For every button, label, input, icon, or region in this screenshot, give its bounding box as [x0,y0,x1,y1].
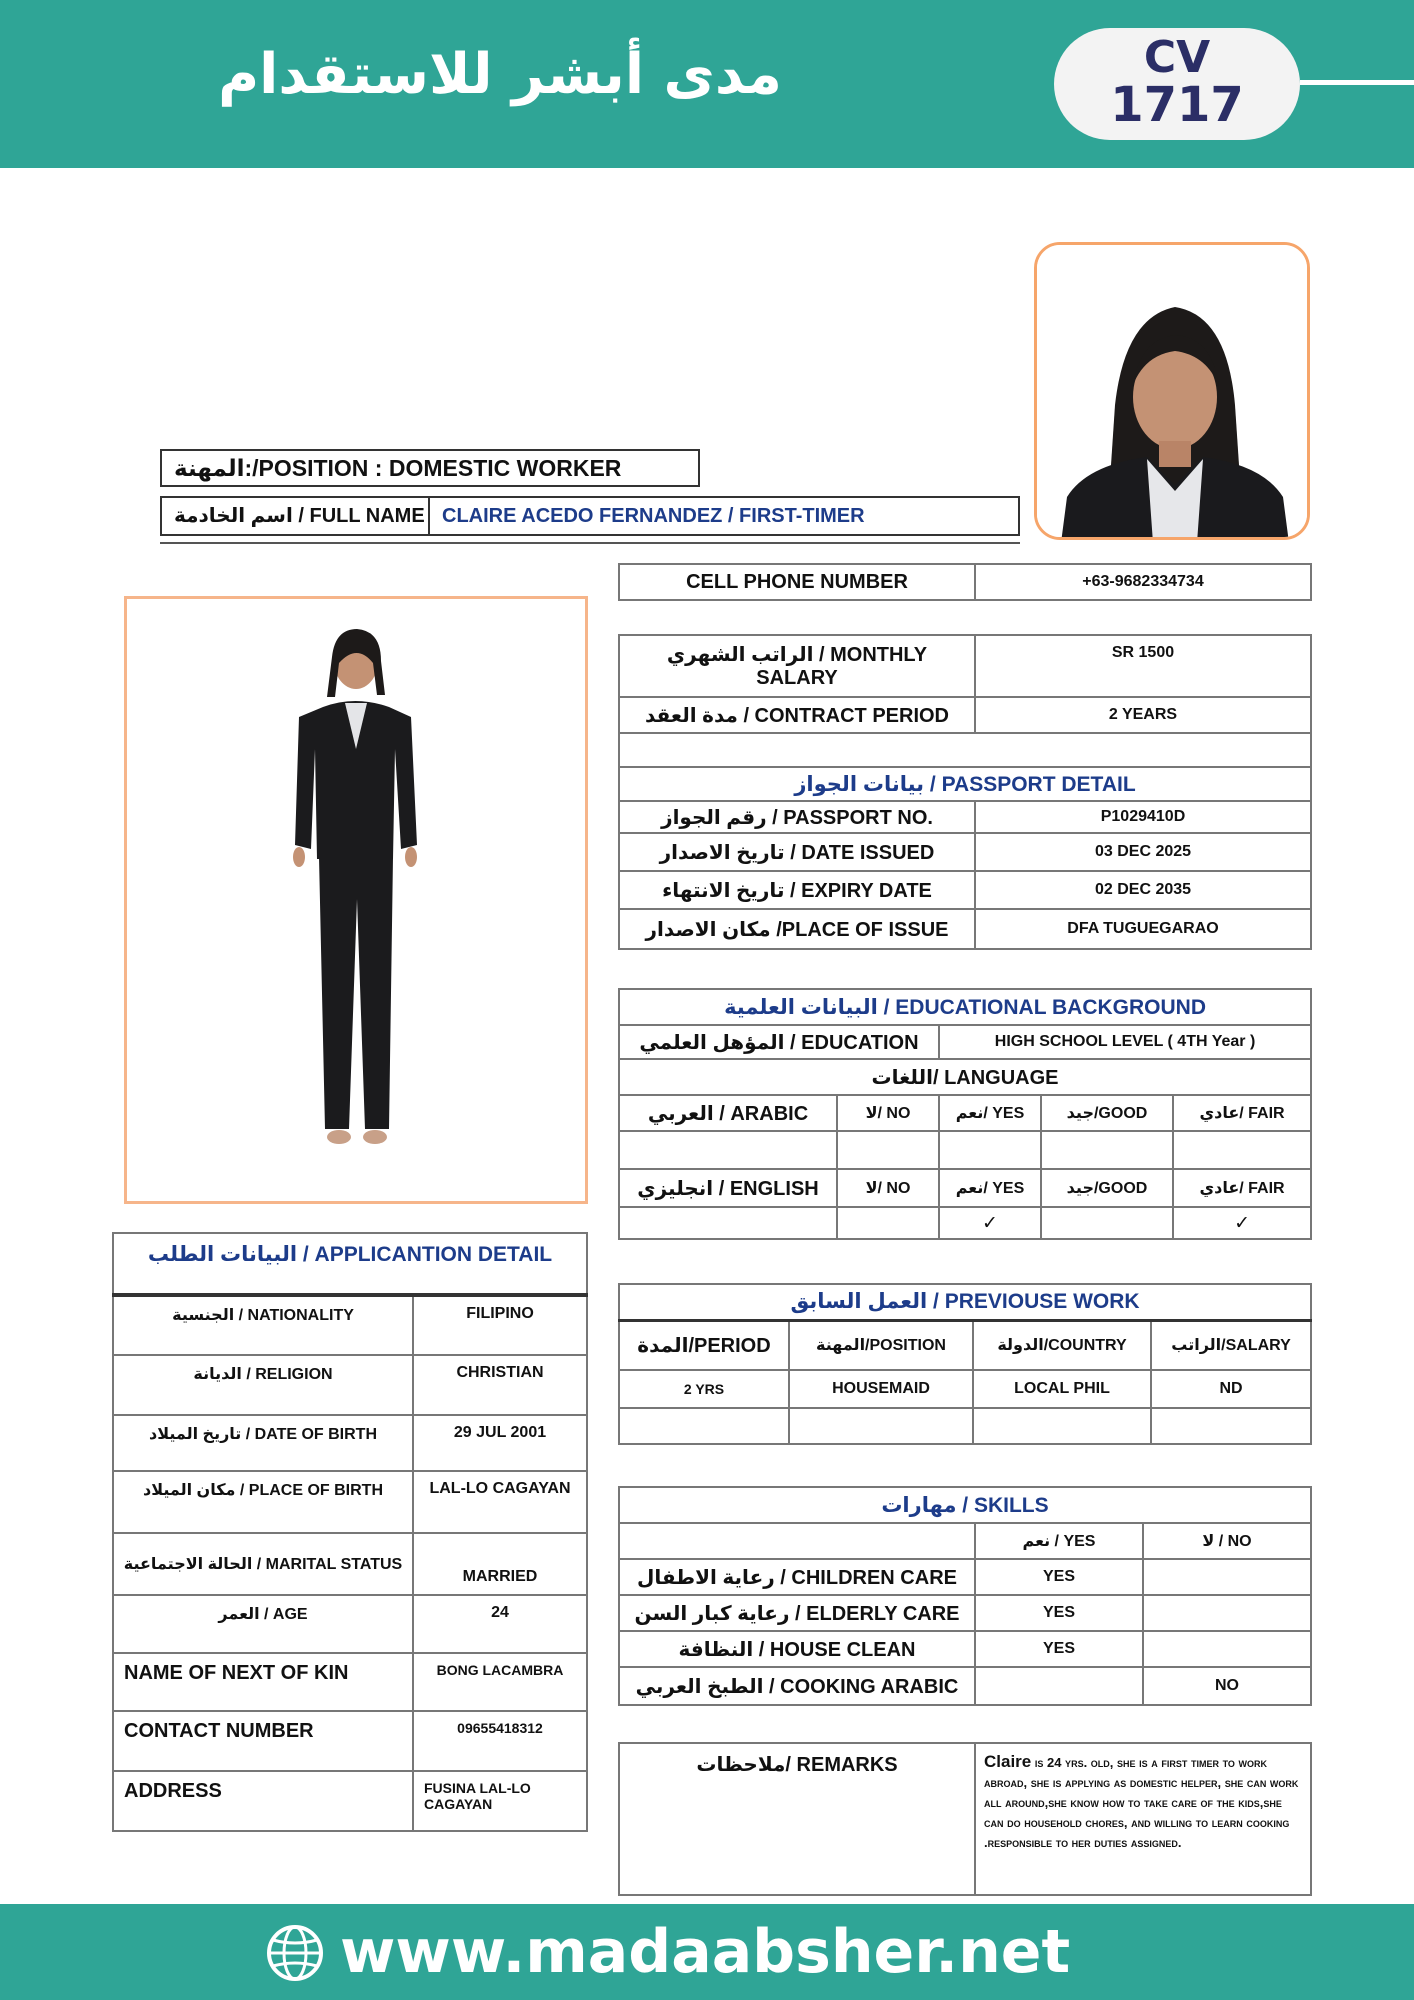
arabic-yes: نعم/ YES [939,1095,1041,1131]
pob-label: مكان الميلاد / PLACE OF BIRTH [113,1471,413,1533]
expiry-date-value: 02 DEC 2035 [975,871,1311,909]
language-title: اللغات/ LANGUAGE [619,1059,1311,1095]
contract-period-label: مدة العقد / CONTRACT PERIOD [619,697,975,733]
marital-status-value: MARRIED [413,1533,587,1595]
english-yes: نعم/ YES [939,1169,1041,1207]
spacer-row [619,733,1311,767]
skill-children-care-yes: YES [975,1559,1143,1595]
work-empty [789,1408,973,1444]
age-value: 24 [413,1595,587,1653]
contract-passport-table [618,634,1312,950]
application-title: البيانات الطلب / APPLICANTION DETAIL [113,1233,587,1295]
age-label: العمر / AGE [113,1595,413,1653]
cv-badge [1054,28,1300,140]
header-banner [0,0,1414,168]
cell-phone-table [618,563,1312,601]
work-header-period: المدة/PERIOD [619,1320,789,1370]
contract-period-value: 2 YEARS [975,697,1311,733]
name-divider [160,542,1020,544]
english-good: جيد/GOOD [1041,1169,1173,1207]
arabic-no: لا/ NO [837,1095,939,1131]
arabic-mark-no [837,1131,939,1169]
skills-no-header: لا / NO [1143,1523,1311,1559]
next-of-kin-label: NAME OF NEXT OF KIN [113,1653,413,1711]
work-header-country: الدولة/COUNTRY [973,1320,1151,1370]
pob-value: LAL-LO CAGAYAN [413,1471,587,1533]
agency-title: مدى أبشر للاستقدام [218,42,782,107]
english-label: انجليزي / ENGLISH [619,1169,837,1207]
footer-banner [0,1904,1414,2000]
english-mark-good [1041,1207,1173,1239]
skill-children-care: رعاية الاطفال / CHILDREN CARE [619,1559,975,1595]
work-position: HOUSEMAID [789,1370,973,1408]
arabic-mark-good [1041,1131,1173,1169]
passport-section-title: بيانات الجواز / PASSPORT DETAIL [619,767,1311,801]
next-of-kin-value: BONG LACAMBRA [413,1653,587,1711]
skill-house-clean-no [1143,1631,1311,1667]
work-header-salary: الراتب/SALARY [1151,1320,1311,1370]
arabic-mark-fair [1173,1131,1311,1169]
salary-label: الراتب الشهري / MONTHLY SALARY [619,635,975,697]
english-fair: عادي/ FAIR [1173,1169,1311,1207]
previous-work-title: العمل السابق / PREVIOUSE WORK [619,1284,1311,1320]
salary-value: SR 1500 [975,635,1311,697]
header-divider [1300,80,1414,85]
website-link[interactable]: www.madaabsher.net [340,1917,1071,1987]
dob-label: تاريخ الميلاد / DATE OF BIRTH [113,1415,413,1471]
address-value: FUSINA LAL-LO CAGAYAN [413,1771,587,1831]
english-mark-fair: ✓ [1173,1207,1311,1239]
education-value: HIGH SCHOOL LEVEL ( 4TH Year ) [939,1025,1311,1059]
arabic-mark-yes [939,1131,1041,1169]
skills-table [618,1486,1312,1706]
work-empty [619,1408,789,1444]
full-name-label: اسم الخادمة / FULL NAME [162,498,430,534]
religion-value: CHRISTIAN [413,1355,587,1415]
cv-label: CV [1143,32,1211,83]
education-section-title: البيانات العلمية / EDUCATIONAL BACKGROUND [619,989,1311,1025]
skills-header-blank [619,1523,975,1559]
position-field: المهنة:/POSITION : DOMESTIC WORKER [160,449,700,487]
arabic-fair: عادي/ FAIR [1173,1095,1311,1131]
skill-elderly-care: رعاية كبار السن / ELDERLY CARE [619,1595,975,1631]
skill-house-clean: النظافة / HOUSE CLEAN [619,1631,975,1667]
full-body-photo [124,596,588,1204]
cell-phone-value: +63-9682334734 [975,564,1311,600]
skills-yes-header: نعم / YES [975,1523,1143,1559]
passport-no-value: P1029410D [975,801,1311,833]
previous-work-table [618,1283,1312,1445]
application-table [112,1232,588,1832]
english-mark-blank [619,1207,837,1239]
remarks-name: Claire [984,1752,1032,1771]
full-name-row [160,496,1020,536]
remarks-text [975,1743,1311,1895]
education-table [618,988,1312,1240]
place-of-issue-label: مكان الاصدار /PLACE OF ISSUE [619,909,975,949]
full-name-value: CLAIRE ACEDO FERNANDEZ / FIRST-TIMER [442,505,865,527]
contact-number-label: CONTACT NUMBER [113,1711,413,1771]
religion-label: الديانة / RELIGION [113,1355,413,1415]
skill-cooking-arabic-no: NO [1143,1667,1311,1705]
marital-status-label: الحالة الاجتماعية / MARITAL STATUS [113,1533,413,1595]
date-issued-value: 03 DEC 2025 [975,833,1311,871]
skill-elderly-care-no [1143,1595,1311,1631]
headshot-photo [1034,242,1310,540]
skill-children-care-no [1143,1559,1311,1595]
skills-title: مهارات / SKILLS [619,1487,1311,1523]
skill-cooking-arabic-yes [975,1667,1143,1705]
dob-value: 29 JUL 2001 [413,1415,587,1471]
work-salary: ND [1151,1370,1311,1408]
english-mark-no [837,1207,939,1239]
work-header-position: المهنة/POSITION [789,1320,973,1370]
skill-cooking-arabic: الطبخ العربي / COOKING ARABIC [619,1667,975,1705]
place-of-issue-value: DFA TUGUEGARAO [975,909,1311,949]
skill-elderly-care-yes: YES [975,1595,1143,1631]
education-label: المؤهل العلمي / EDUCATION [619,1025,939,1059]
english-no: لا/ NO [837,1169,939,1207]
arabic-mark-blank [619,1131,837,1169]
nationality-label: الجنسية / NATIONALITY [113,1295,413,1355]
work-empty [973,1408,1151,1444]
work-empty [1151,1408,1311,1444]
work-period: 2 YRS [619,1370,789,1408]
expiry-date-label: تاريخ الانتهاء / EXPIRY DATE [619,871,975,909]
passport-no-label: رقم الجواز / PASSPORT NO. [619,801,975,833]
nationality-value: FILIPINO [413,1295,587,1355]
arabic-label: العربي / ARABIC [619,1095,837,1131]
cv-number: 1717 [1110,77,1244,133]
skill-house-clean-yes: YES [975,1631,1143,1667]
remarks-label: ملاحظات/ REMARKS [619,1743,975,1895]
date-issued-label: تاريخ الاصدار / DATE ISSUED [619,833,975,871]
remarks-body: is 24 yrs. old, she is a first timer to work abroad, she is applying as domestic helper, she can work all around,she know how to take care of the kids,she can do household chores, and willing to learn cooking .responsible to her duties assigned. [984,1755,1299,1850]
work-country: LOCAL PHIL [973,1370,1151,1408]
address-label: ADDRESS [113,1771,413,1831]
arabic-good: جيد/GOOD [1041,1095,1173,1131]
contact-number-value: 09655418312 [413,1711,587,1771]
cell-phone-label: CELL PHONE NUMBER [619,564,975,600]
remarks-table [618,1742,1312,1896]
globe-icon [266,1924,324,1982]
english-mark-yes: ✓ [939,1207,1041,1239]
